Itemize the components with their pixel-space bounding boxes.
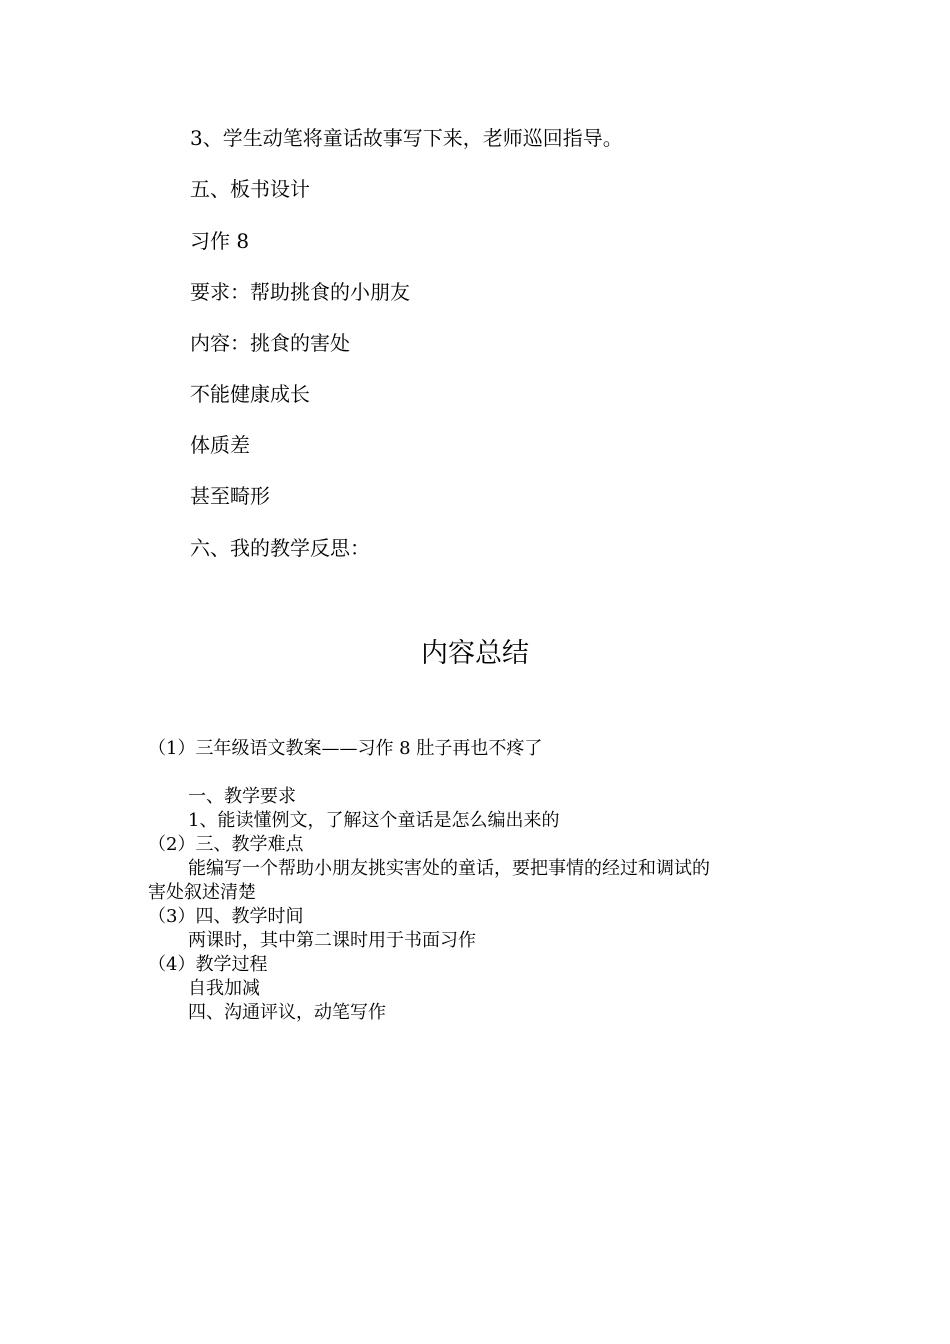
body-line-5: 内容：挑食的害处 (190, 331, 350, 355)
summary-line-8: 两课时，其中第二课时用于书面习作 (188, 930, 476, 951)
body-line-9: 六、我的教学反思： (190, 536, 370, 560)
summary-line-10: 自我加减 (188, 978, 260, 999)
summary-line-5: 能编写一个帮助小朋友挑实害处的童话，要把事情的经过和调试的 (188, 858, 710, 879)
body-line-1: 3、学生动笔将童话故事写下来，老师巡回指导。 (190, 126, 623, 150)
summary-line-7: （3）四、教学时间 (148, 906, 304, 927)
body-line-7: 体质差 (190, 433, 250, 457)
body-line-3: 习作 8 (190, 229, 250, 253)
summary-line-2: 一、教学要求 (188, 786, 296, 807)
summary-line-11: 四、沟通评议，动笔写作 (188, 1002, 386, 1023)
summary-title: 内容总结 (421, 638, 529, 669)
summary-line-1: （1）三年级语文教案——习作 8 肚子再也不疼了 (148, 738, 543, 759)
summary-line-3: 1、能读懂例文，了解这个童话是怎么编出来的 (188, 810, 560, 831)
body-line-2: 五、板书设计 (190, 177, 310, 201)
body-line-4: 要求：帮助挑食的小朋友 (190, 280, 410, 304)
body-line-6: 不能健康成长 (190, 382, 310, 406)
body-line-8: 甚至畸形 (190, 484, 270, 508)
summary-line-4: （2）三、教学难点 (148, 834, 304, 855)
summary-line-6: 害处叙述清楚 (148, 882, 256, 903)
summary-line-9: （4）教学过程 (148, 954, 268, 975)
